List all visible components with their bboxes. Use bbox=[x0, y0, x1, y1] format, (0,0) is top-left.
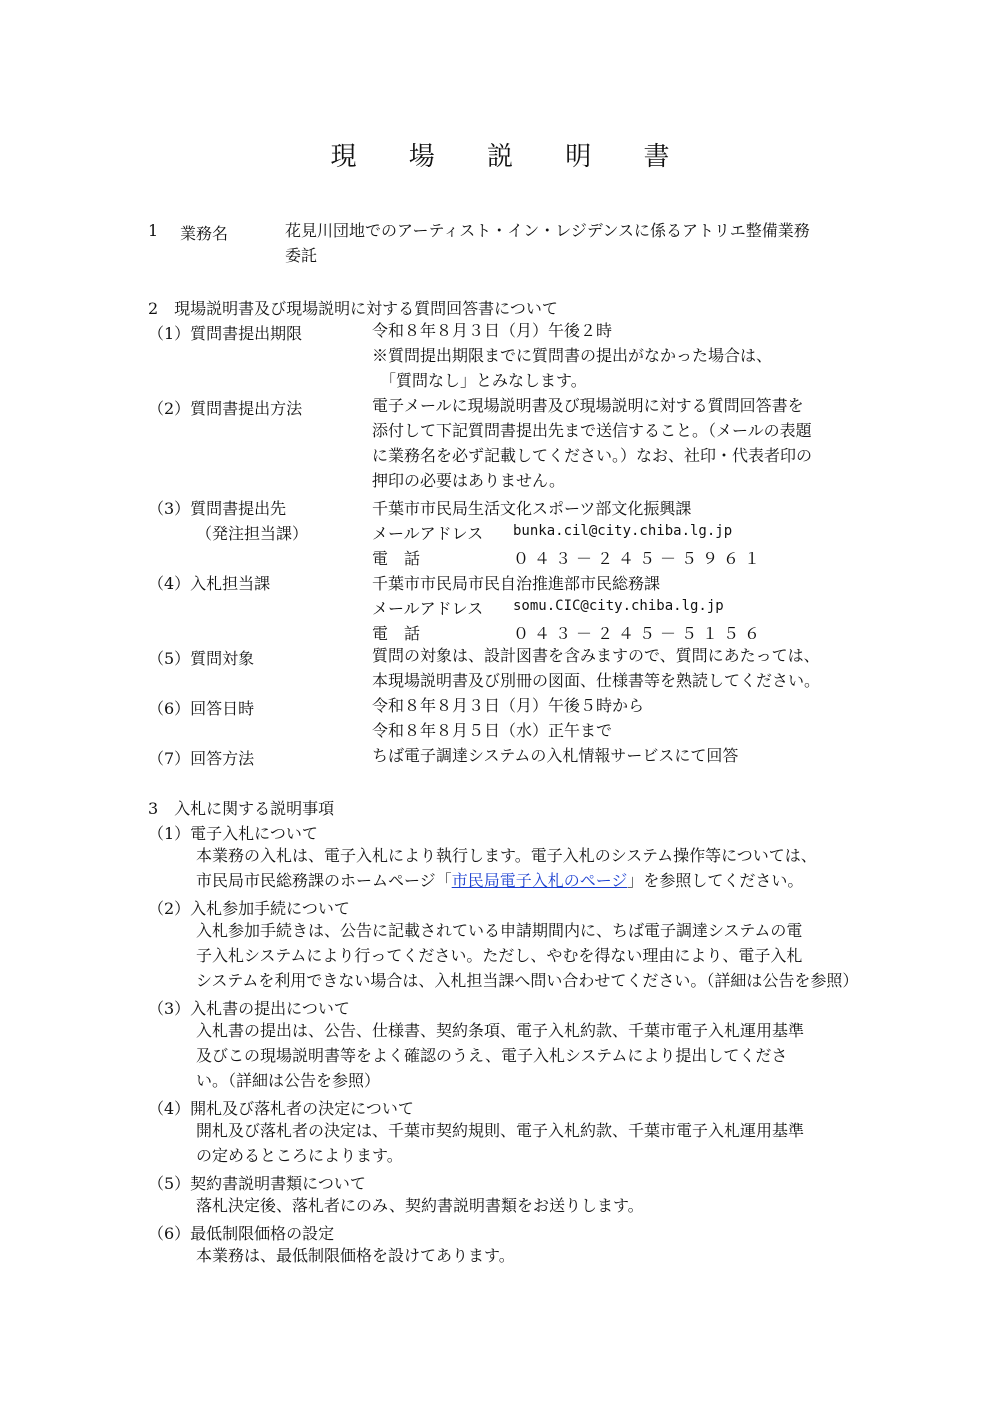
body-line: 入札参加手続きは、公告に記載されている申請期間内に、ちば電子調達システムの電 bbox=[196, 921, 803, 940]
s3-item-1-body bbox=[196, 843, 817, 893]
s3-item-6-label: （6）最低制限価格の設定 bbox=[148, 1224, 335, 1243]
s2-item-3-tel-label: 電 話 bbox=[372, 549, 421, 568]
s2-item-3-dept: 千葉市市民局生活文化スポーツ部文化振興課 bbox=[372, 499, 692, 518]
page-title: 現 場 説 明 書 bbox=[330, 142, 692, 172]
s2-item-4-tel: ０４３－２４５－５１５６ bbox=[513, 624, 766, 643]
body-line: 本業務の入札は、電子入札により執行します。電子入札のシステム操作等については、 bbox=[196, 846, 817, 865]
body-line: 本現場説明書及び別冊の図面、仕様書等を熟読してください。 bbox=[372, 671, 821, 690]
s2-item-5-body bbox=[372, 643, 820, 693]
s3-item-5-label: （5）契約書説明書類について bbox=[148, 1174, 366, 1193]
body-line: 開札及び落札者の決定は、千葉市契約規則、電子入札約款、千葉市電子入札運用基準 bbox=[196, 1121, 805, 1140]
body-line: 落札決定後、落札者にのみ、契約書説明書類をお送りします。 bbox=[196, 1196, 644, 1215]
body-line: 押印の必要はありません。 bbox=[372, 471, 565, 490]
s2-item-3-label: （3）質問書提出先 bbox=[148, 499, 287, 518]
body-line: 令和８年８月３日（月）午後２時 bbox=[372, 321, 613, 340]
s3-item-2-label: （2）入札参加手続について bbox=[148, 899, 350, 918]
s2-item-6-body bbox=[372, 693, 644, 743]
s3-item-3-label: （3）入札書の提出について bbox=[148, 999, 350, 1018]
s2-item-2-body bbox=[372, 393, 812, 493]
s2-item-2-label: （2）質問書提出方法 bbox=[148, 399, 303, 418]
s2-item-6-label: （6）回答日時 bbox=[148, 699, 255, 718]
link-suffix: 」を参照してください。 bbox=[627, 871, 804, 890]
body-line: システムを利用できない場合は、入札担当課へ問い合わせてください。（詳細は公告を参照） bbox=[196, 971, 859, 990]
body-line: 令和８年８月５日（水）正午まで bbox=[372, 721, 613, 740]
s2-item-4-tel-label: 電 話 bbox=[372, 624, 421, 643]
body-line: 令和８年８月３日（月）午後５時から bbox=[372, 696, 645, 715]
s2-item-7-label: （7）回答方法 bbox=[148, 749, 255, 768]
body-line: 質問の対象は、設計図書を含みますので、質問にあたっては、 bbox=[372, 646, 820, 665]
body-line: 本業務は、最低制限価格を設けてあります。 bbox=[196, 1246, 515, 1265]
body-line: 及びこの現場説明書等をよく確認のうえ、電子入札システムにより提出してくださ bbox=[196, 1046, 788, 1065]
body-line: 入札書の提出は、公告、仕様書、契約条項、電子入札約款、千葉市電子入札運用基準 bbox=[196, 1021, 805, 1040]
s2-item-7-body bbox=[372, 743, 738, 768]
s2-item-3-mail-label: メールアドレス bbox=[372, 524, 484, 543]
s3-item-1-label: （1）電子入札について bbox=[148, 824, 318, 843]
s2-item-4-label: （4）入札担当課 bbox=[148, 574, 271, 593]
s3-item-3-body bbox=[196, 1018, 804, 1093]
s2-item-4-mail: somu.CIC@city.chiba.lg.jp bbox=[513, 598, 724, 614]
body-line: 委託 bbox=[285, 246, 318, 265]
section-1-body bbox=[285, 218, 810, 268]
s2-item-4-dept: 千葉市市民局市民自治推進部市民総務課 bbox=[372, 574, 661, 593]
section-2-heading: 2 現場説明書及び現場説明に対する質問回答書について bbox=[148, 299, 558, 318]
body-line bbox=[196, 868, 817, 893]
body-line: 電子メールに現場説明書及び現場説明に対する質問回答書を bbox=[372, 396, 804, 415]
link-prefix: 市民局市民総務課のホームページ「 bbox=[196, 871, 452, 890]
section-3-heading: 3 入札に関する説明事項 bbox=[148, 799, 335, 818]
section-1-label: 業務名 bbox=[180, 224, 229, 243]
body-line: い。（詳細は公告を参照） bbox=[196, 1071, 381, 1090]
s2-item-4-mail-label: メールアドレス bbox=[372, 599, 484, 618]
s3-item-2-body bbox=[196, 918, 858, 993]
s2-item-3-mail: bunka.cil@city.chiba.lg.jp bbox=[513, 523, 733, 539]
s3-item-6-body bbox=[196, 1243, 515, 1268]
body-line: ちば電子調達システムの入札情報サービスにて回答 bbox=[372, 746, 739, 765]
e-bidding-page-link[interactable]: 市民局電子入札のページ bbox=[451, 871, 628, 890]
body-line: の定めるところによります。 bbox=[196, 1146, 403, 1165]
body-line: に業務名を必ず記載してください。）なお、社印・代表者印の bbox=[372, 446, 813, 465]
section-1-number: 1 bbox=[148, 221, 159, 240]
s3-item-4-body bbox=[196, 1118, 804, 1168]
s2-item-1-label: （1）質問書提出期限 bbox=[148, 324, 303, 343]
body-line: 「質問なし」とみなします。 bbox=[372, 371, 587, 390]
s2-item-1-body bbox=[372, 318, 772, 393]
s3-item-4-label: （4）開札及び落札者の決定について bbox=[148, 1099, 414, 1118]
s2-item-3-sublabel: （発注担当課） bbox=[196, 524, 309, 543]
body-line: 花見川団地でのアーティスト・イン・レジデンスに係るアトリエ整備業務 bbox=[285, 221, 810, 240]
body-line: ※質問提出期限までに質問書の提出がなかった場合は、 bbox=[372, 346, 773, 365]
s2-item-5-label: （5）質問対象 bbox=[148, 649, 255, 668]
body-line: 子入札システムにより行ってください。ただし、やむを得ない理由により、電子入札 bbox=[196, 946, 803, 965]
s3-item-5-body bbox=[196, 1193, 644, 1218]
body-line: 添付して下記質問書提出先まで送信すること。（メールの表題 bbox=[372, 421, 812, 440]
s2-item-3-tel: ０４３－２４５－５９６１ bbox=[513, 549, 766, 568]
